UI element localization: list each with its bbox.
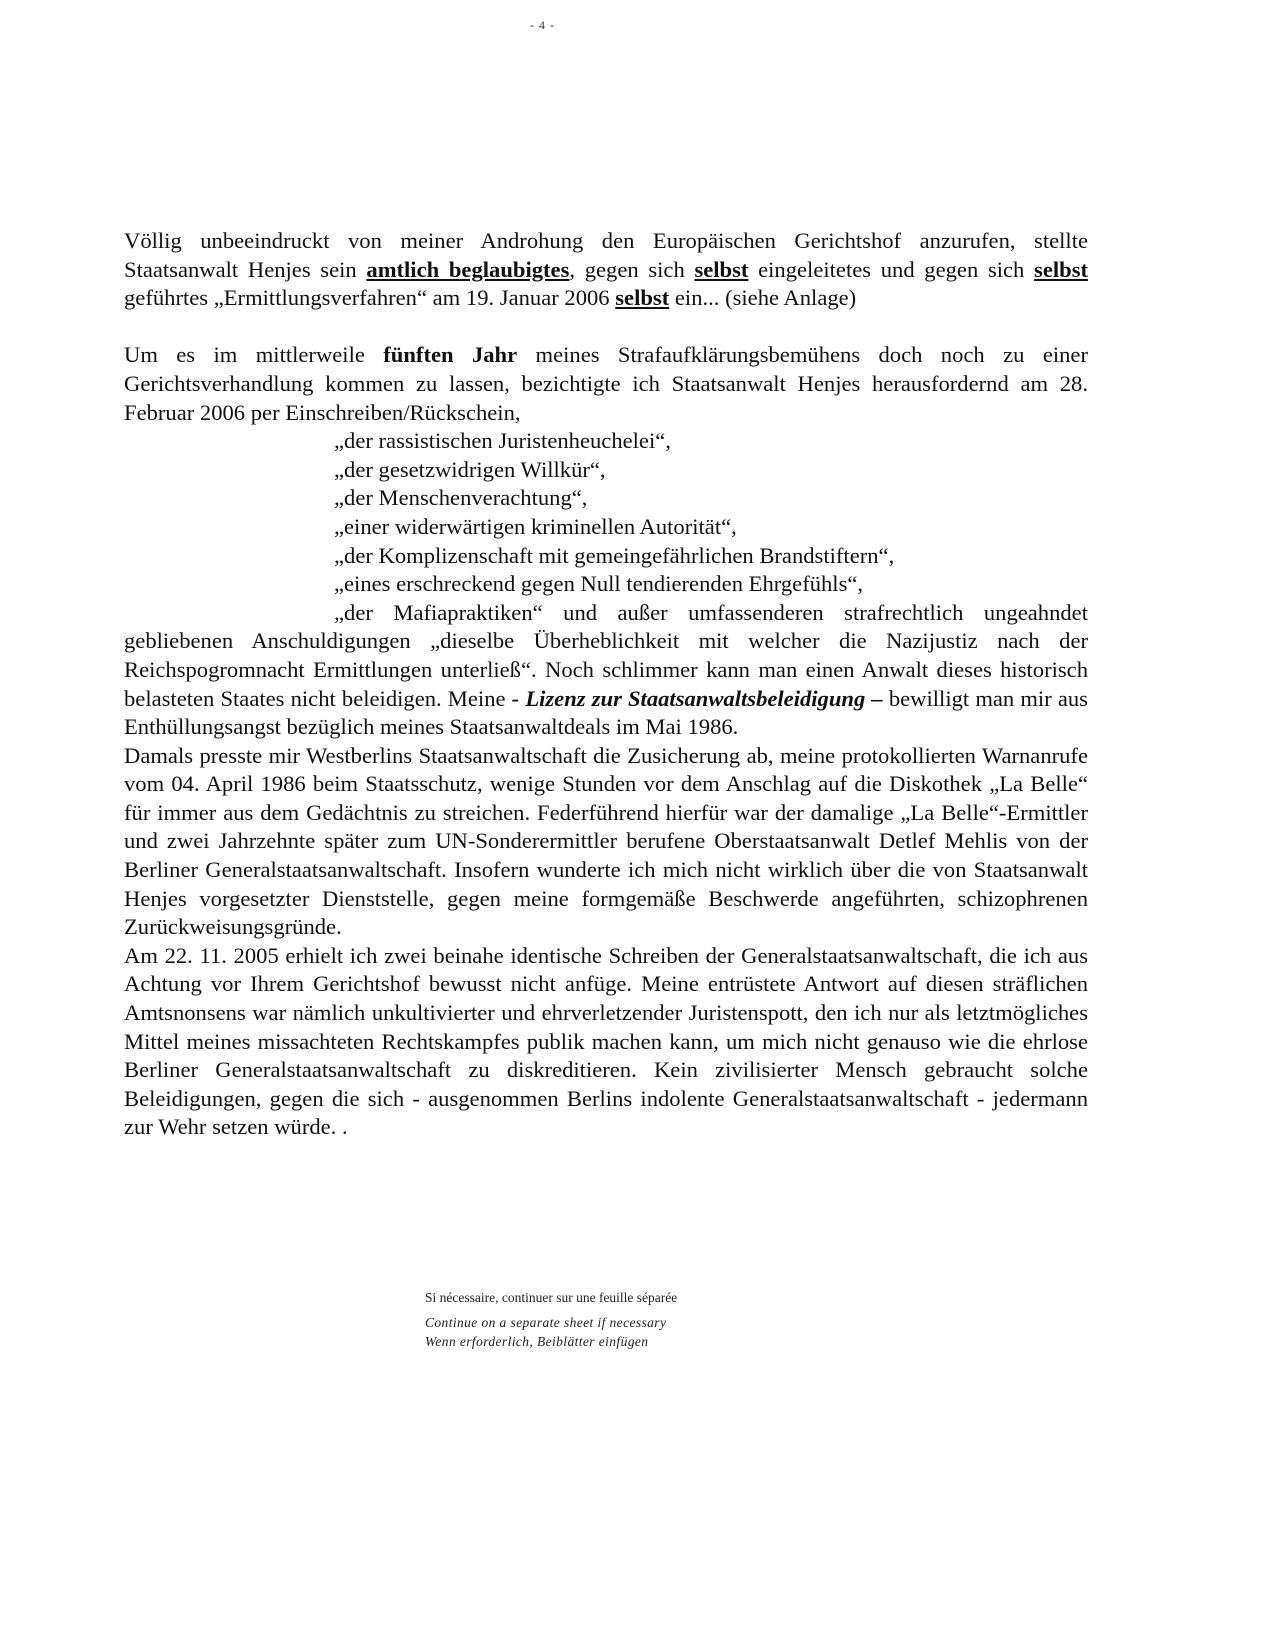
footer-note-french: Si nécessaire, continuer sur une feuille séparée [425,1290,678,1305]
emphasis-selbst: selbst [615,285,670,311]
accusation-item-last: „der Mafiapraktiken“ und außer umfassenderen strafrechtlich ungeahndet [334,599,1088,625]
text-run: bewilligt man mir aus Enthüllungsangst bezüglich meines Staatsanwaltdeals im Mai 1986. [124,685,1088,740]
text-run: gebliebenen Anschuldigungen „dieselbe Überheblichkeit mit welcher die Nazijustiz nach der Reichspogromnacht Ermittlungen unterließ“. Noch schlimmer kann man einen Anwalt dieses historisch belasteten Staates nicht beleidigen. Meine [124,628,1088,711]
paragraph-anschuldigungen [124,627,1088,741]
text-run: eingeleitetes und gegen sich [748,256,1035,282]
accusation-item: „der gesetzwidrigen Willkür“, [334,456,606,482]
paragraph-fuenften-jahr [124,341,1088,427]
accusation-item: „eines erschreckend gegen Null tendierenden Ehrgefühls“, [334,571,864,597]
text-run: Um es im mittlerweile [124,342,384,368]
text-run: meines Strafaufklärungsbemühens doch noch zu einer Gerichtsverhandlung kommen zu lassen, bezichtigte ich Staatsanwalt Henjes herausfordernd am 28. Februar 2006 per Einschreiben/Rückschein, [124,342,1088,425]
paragraph-ermittlungsverfahren [124,227,1088,313]
text-run: , gegen sich [569,256,695,282]
form-footer-note [425,1288,677,1351]
accusation-list [124,427,1088,599]
accusation-item: „einer widerwärtigen kriminellen Autorität“, [334,513,737,539]
text-run: geführtes „Ermittlungsverfahren“ am 19. Januar 2006 [124,285,616,311]
paragraph-generalstaatsanwaltschaft: Am 22. 11. 2005 erhielt ich zwei beinahe identische Schreiben der Generalstaatsanwaltschaft, die ich aus Achtung vor Ihrem Gerichtshof bewusst nicht anfüge. Meine entrüstete Antwort auf diesen sträflichen Amtsnonsens war nämlich unkultivierter und ehrverletzender Juristenspott, den ich nur als letztmögliches Mittel meines missachteten Rechtskampfes publik machen kann, um mich nicht genauso wie die ehrlose Berliner Generalstaatsanwaltschaft zu diskreditieren. Kein zivilisierter Mensch gebraucht solche Beleidigungen, gegen die sich - ausgenommen Berlins indolente Generalstaatsanwaltschaft - jedermann zur Wehr setzen würde. . [124,942,1088,1140]
emphasis-selbst: selbst [694,256,749,282]
accusation-item: „der Komplizenschaft mit gemeingefährlichen Brandstiftern“, [334,542,895,568]
page-number: - 4 - [530,18,555,32]
accusation-item: „der Menschenverachtung“, [334,485,588,511]
accusation-item: „der rassistischen Juristenheuchelei“, [334,428,671,454]
text-run: ein... (siehe Anlage) [669,285,857,311]
emphasis-fuenften-jahr: fünften Jahr [383,342,518,368]
emphasis-selbst: selbst [1034,256,1089,282]
footer-note-english: Continue on a separate sheet if necessary [425,1315,667,1330]
emphasis-amtlich-beglaubigtes: amtlich beglaubigtes [366,256,570,282]
letter-body [124,227,1088,1142]
emphasis-lizenz: - Lizenz zur Staatsanwaltsbeleidigung – [511,685,883,711]
text-run: Völlig unbeeindruckt von meiner Androhung den Europäischen Gerichtshof anzurufen, stellte Staatsanwalt Henjes sein [124,228,1088,282]
paragraph-la-belle: Damals presste mir Westberlins Staatsanwaltschaft die Zusicherung ab, meine protokollierten Warnanrufe vom 04. April 1986 beim Staatsschutz, wenige Stunden vor dem Anschlag auf die Diskothek „La Belle“ für immer aus dem Gedächtnis zu streichen. Federführend hierfür war der damalige „La Belle“-Ermittler und zwei Jahrzehnte später zum UN-Sonderermittler berufene Oberstaatsanwalt Detlef Mehlis von der Berliner Generalstaatsanwaltschaft. Insofern wunderte ich mich nicht wirklich über die von Staatsanwalt Henjes vorgesetzter Dienststelle, gegen meine formgemäße Beschwerde angeführten, schizophrenen Zurückweisungsgründe. [124,742,1088,940]
footer-note-german: Wenn erforderlich, Beiblätter einfügen [425,1334,649,1349]
